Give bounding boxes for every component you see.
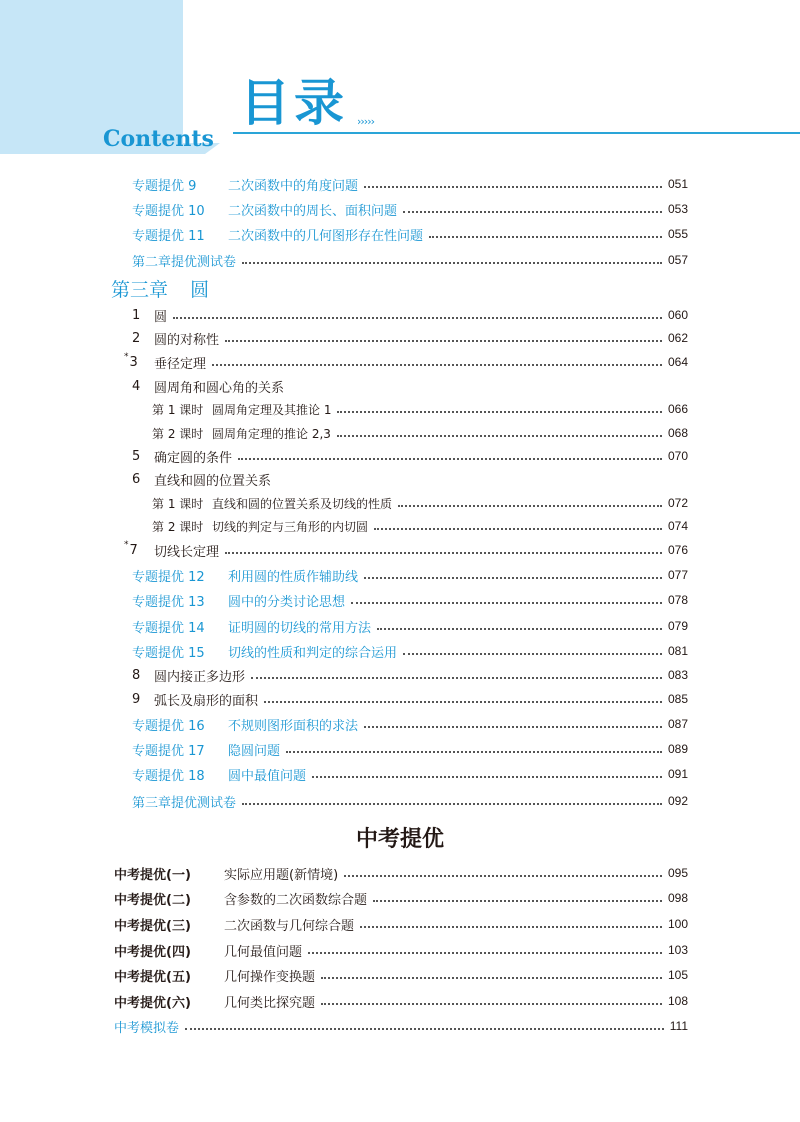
toc-entry[interactable]	[132, 467, 688, 491]
entry-page: 074	[667, 519, 688, 533]
toc-entry[interactable]	[152, 514, 688, 538]
dot-leader	[321, 977, 662, 979]
toc-entry[interactable]	[114, 912, 688, 936]
dot-leader	[398, 505, 662, 507]
entry-label: 二次函数中的角度问题	[228, 178, 359, 194]
dot-leader	[251, 677, 662, 679]
entry-label: 直线和圆的位置关系及切线的性质	[212, 496, 393, 511]
entry-label: 圆	[154, 309, 168, 325]
entry-label: 圆周角定理及其推论 1	[212, 402, 332, 417]
entry-label: 弧长及扇形的面积	[154, 693, 259, 709]
entry-number: 1	[132, 307, 141, 323]
entry-label: 几何最值问题	[224, 944, 303, 960]
entry-number: 专题提优 13	[132, 594, 205, 610]
entry-number: 专题提优 10	[132, 203, 205, 219]
toc-entry[interactable]	[124, 350, 688, 374]
entry-label: 切线长定理	[154, 544, 220, 560]
entry-number-value: 7	[129, 542, 138, 558]
toc-entry[interactable]	[132, 172, 688, 196]
entry-number: 专题提优 11	[132, 228, 205, 244]
toc-entry[interactable]	[132, 374, 688, 398]
dot-leader	[264, 701, 662, 703]
dot-leader	[225, 340, 662, 342]
toc-entry[interactable]	[132, 303, 688, 327]
toc-entry[interactable]	[152, 421, 688, 445]
dot-leader	[351, 602, 662, 604]
entry-number: 中考提优(三)	[114, 918, 191, 934]
entry-page: 092	[667, 794, 688, 808]
dot-leader	[429, 236, 662, 238]
entry-page: 079	[667, 619, 688, 633]
toc-entry[interactable]	[132, 639, 688, 663]
dot-leader	[377, 628, 662, 630]
entry-page: 100	[667, 917, 688, 931]
entry-number: 第 2 课时	[152, 426, 204, 441]
entry-number: 8	[132, 667, 141, 683]
entry-label: 不规则图形面积的求法	[228, 718, 359, 734]
section-heading: 中考提优	[355, 826, 444, 852]
entry-page: 108	[667, 994, 688, 1008]
entry-number: 第 2 课时	[152, 519, 204, 534]
starred-marker: *	[124, 351, 129, 362]
entry-label: 直线和圆的位置关系	[154, 473, 272, 489]
toc-entry[interactable]	[152, 397, 688, 421]
dot-leader	[225, 552, 662, 554]
toc-entry[interactable]	[132, 444, 688, 468]
entry-page: 051	[667, 177, 688, 191]
entry-label: 第二章提优测试卷	[132, 254, 237, 270]
entry-page: 053	[667, 202, 688, 216]
entry-label: 中考模拟卷	[114, 1020, 180, 1036]
entry-label: 含参数的二次函数综合题	[224, 892, 368, 908]
entry-label: 利用圆的性质作辅助线	[228, 569, 359, 585]
entry-page: 098	[667, 891, 688, 905]
entry-page: 095	[667, 866, 688, 880]
entry-number	[124, 351, 154, 370]
entry-label: 几何操作变换题	[224, 969, 316, 985]
dot-leader	[337, 411, 662, 413]
entry-page: 085	[667, 692, 688, 706]
toc-entry[interactable]	[114, 861, 688, 885]
entry-label: 圆周角定理的推论 2,3	[212, 426, 331, 441]
chapter-name: 圆	[190, 279, 210, 301]
toc-entry[interactable]	[132, 614, 688, 638]
entry-page: 078	[667, 593, 688, 607]
page-title: 目录	[240, 74, 348, 132]
title-arrows: ›››››	[357, 115, 374, 128]
entry-label: 二次函数中的周长、面积问题	[228, 203, 398, 219]
entry-page: 091	[667, 767, 688, 781]
dot-leader	[286, 751, 662, 753]
toc-entry[interactable]	[114, 1014, 688, 1038]
entry-label: 圆内接正多边形	[154, 669, 246, 685]
entry-page: 070	[667, 449, 688, 463]
toc-entry[interactable]	[132, 326, 688, 350]
dot-leader	[242, 803, 662, 805]
header-diagonal-cut	[205, 132, 800, 154]
entry-number: 专题提优 18	[132, 768, 205, 784]
entry-number: 中考提优(二)	[114, 892, 191, 908]
entry-number: 第 1 课时	[152, 496, 204, 511]
entry-number: 中考提优(一)	[114, 867, 191, 883]
entry-page: 055	[667, 227, 688, 241]
dot-leader	[373, 900, 662, 902]
entry-page: 064	[667, 355, 688, 369]
toc-entry[interactable]	[124, 538, 688, 562]
dot-leader	[185, 1028, 664, 1030]
dot-leader	[337, 435, 662, 437]
entry-number: 专题提优 15	[132, 645, 205, 661]
entry-label: 隐圆问题	[228, 743, 281, 759]
header-band-block	[0, 0, 183, 143]
entry-label: 二次函数与几何综合题	[224, 918, 355, 934]
entry-page: 076	[667, 543, 688, 557]
entry-label: 垂径定理	[154, 356, 207, 372]
entry-number: 2	[132, 330, 141, 346]
entry-number: 专题提优 9	[132, 178, 197, 194]
entry-number: 中考提优(六)	[114, 995, 191, 1011]
entry-page: 077	[667, 568, 688, 582]
toc-entry[interactable]	[132, 737, 688, 761]
entry-page: 103	[667, 943, 688, 957]
entry-number: 专题提优 12	[132, 569, 205, 585]
toc-entry[interactable]	[132, 197, 688, 221]
dot-leader	[321, 1003, 662, 1005]
toc-entry[interactable]	[132, 789, 688, 813]
dot-leader	[364, 186, 662, 188]
starred-marker: *	[124, 539, 129, 550]
dot-leader	[374, 528, 662, 530]
toc-entry[interactable]	[132, 563, 688, 587]
toc-entry[interactable]	[132, 248, 688, 272]
entry-label: 几何类比探究题	[224, 995, 316, 1011]
contents-label: Contents	[103, 126, 214, 152]
toc-entry[interactable]	[132, 712, 688, 736]
entry-number: 专题提优 17	[132, 743, 205, 759]
entry-page: 062	[667, 331, 688, 345]
entry-label: 切线的判定与三角形的内切圆	[212, 519, 369, 534]
entry-label: 圆中的分类讨论思想	[228, 594, 346, 610]
entry-page: 068	[667, 426, 688, 440]
dot-leader	[312, 776, 662, 778]
toc-entry[interactable]	[132, 222, 688, 246]
entry-page: 072	[667, 496, 688, 510]
toc-entry[interactable]	[132, 663, 688, 687]
dot-leader	[212, 364, 662, 366]
dot-leader	[360, 926, 662, 928]
entry-number: 中考提优(四)	[114, 944, 191, 960]
toc-entry[interactable]	[114, 938, 688, 962]
dot-leader	[238, 458, 662, 460]
toc-entry[interactable]	[114, 886, 688, 910]
toc-entry[interactable]	[114, 963, 688, 987]
entry-page: 087	[667, 717, 688, 731]
entry-label: 切线的性质和判定的综合运用	[228, 645, 398, 661]
chapter-number: 第三章	[111, 279, 169, 301]
entry-number: 9	[132, 691, 141, 707]
entry-number-value: 3	[129, 354, 138, 370]
toc-entry[interactable]	[152, 491, 688, 515]
entry-page: 060	[667, 308, 688, 322]
dot-leader	[308, 952, 662, 954]
dot-leader	[403, 653, 662, 655]
entry-number: 4	[132, 378, 141, 394]
dot-leader	[242, 262, 662, 264]
entry-number: 中考提优(五)	[114, 969, 191, 985]
entry-label: 圆的对称性	[154, 332, 220, 348]
entry-page: 057	[667, 253, 688, 267]
entry-label: 证明圆的切线的常用方法	[228, 620, 372, 636]
entry-page: 105	[667, 968, 688, 982]
entry-label: 圆中最值问题	[228, 768, 307, 784]
entry-label: 圆周角和圆心角的关系	[154, 380, 285, 396]
entry-number: 第 1 课时	[152, 402, 204, 417]
dot-leader	[344, 875, 662, 877]
entry-label: 实际应用题(新情境)	[224, 867, 339, 883]
dot-leader	[364, 726, 662, 728]
entry-number	[124, 539, 154, 558]
entry-page: 066	[667, 402, 688, 416]
entry-number: 专题提优 16	[132, 718, 205, 734]
entry-page: 089	[667, 742, 688, 756]
entry-label: 二次函数中的几何图形存在性问题	[228, 228, 424, 244]
dot-leader	[364, 577, 662, 579]
header-rule	[233, 132, 800, 134]
chapter-heading[interactable]	[111, 275, 209, 302]
entry-number: 6	[132, 471, 141, 487]
entry-label: 确定圆的条件	[154, 450, 233, 466]
toc-entry[interactable]	[132, 687, 688, 711]
entry-number: 专题提优 14	[132, 620, 205, 636]
entry-number: 5	[132, 448, 141, 464]
toc-entry[interactable]	[132, 762, 688, 786]
dot-leader	[173, 317, 662, 319]
dot-leader	[403, 211, 662, 213]
entry-page: 083	[667, 668, 688, 682]
entry-label: 第三章提优测试卷	[132, 795, 237, 811]
toc-entry[interactable]	[114, 989, 688, 1013]
entry-page: 081	[667, 644, 688, 658]
entry-page: 111	[669, 1019, 688, 1033]
toc-entry[interactable]	[132, 588, 688, 612]
